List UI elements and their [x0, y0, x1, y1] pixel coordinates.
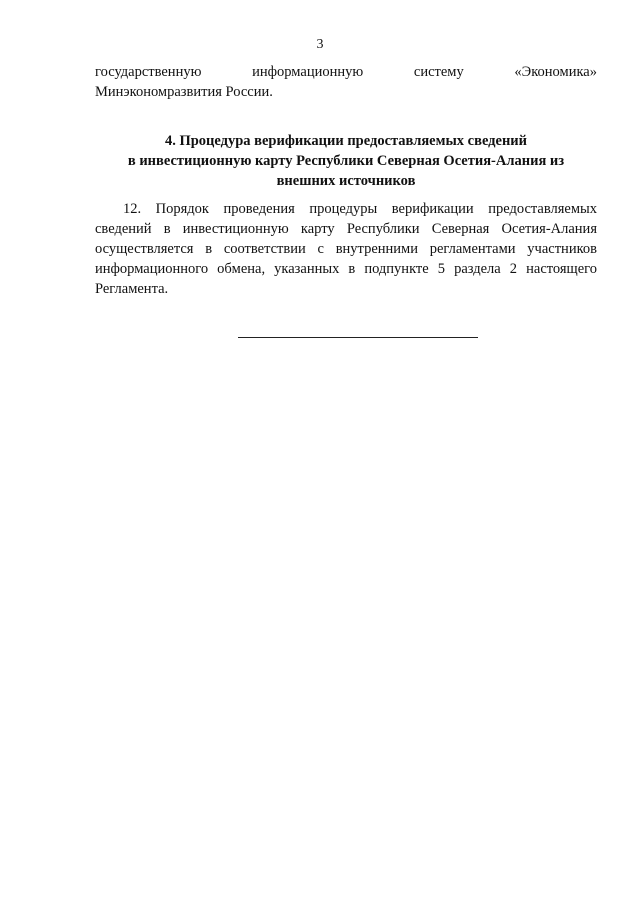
paragraph-line: сведений в инвестиционную карту Республики Северная Осетия-Алания [95, 221, 597, 237]
end-of-document-rule [238, 337, 478, 338]
continuation-word: государственную [95, 64, 202, 80]
paragraph-line: 12. Порядок проведения процедуры верификации предоставляемых [123, 201, 597, 217]
section-heading [95, 131, 597, 191]
continuation-word: «Экономика» [514, 64, 597, 80]
continuation-line-2: Минэкономразвития России. [95, 84, 273, 100]
section-heading-line: в инвестиционную карту Республики Северная Осетия-Алания из [127, 153, 565, 169]
continuation-word: систему [413, 64, 464, 80]
section-heading-line: внешних источников [276, 173, 416, 189]
page-number: 3 [316, 37, 324, 52]
paragraph-12 [95, 199, 597, 299]
continuation-word: информационную [252, 64, 364, 80]
paragraph-line: Регламента. [95, 281, 169, 297]
paragraph-line: информационного обмена, указанных в подпункте 5 раздела 2 настоящего [95, 261, 597, 277]
continuation-line-1 [95, 62, 597, 82]
section-heading-line: 4. Процедура верификации предоставляемых сведений [164, 133, 528, 149]
paragraph-line: осуществляется в соответствии с внутренними регламентами участников [95, 241, 597, 257]
